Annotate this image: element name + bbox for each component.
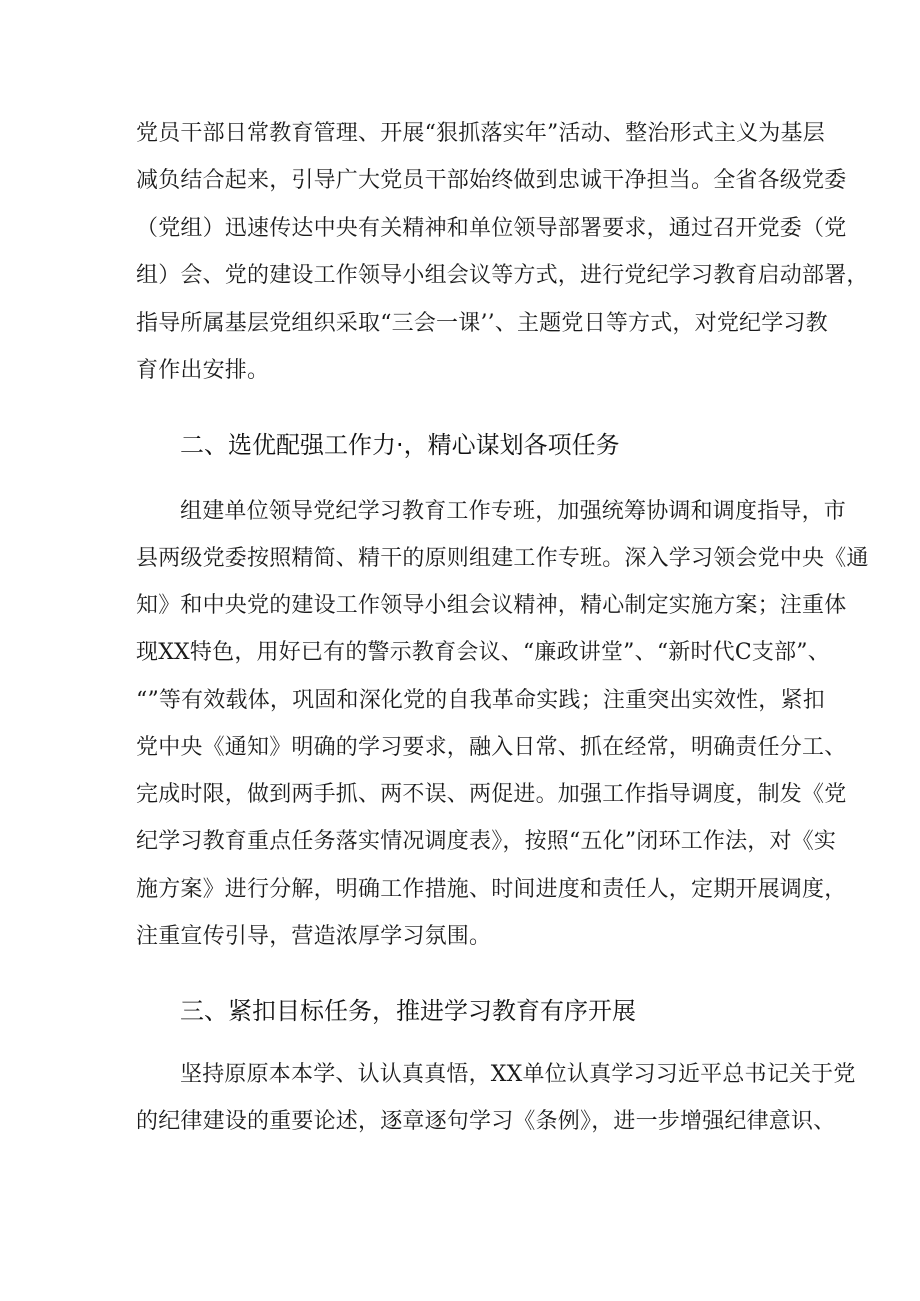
paragraph-line: 坚持原原本本学、认认真真悟，XX单位认真学习习近平总书记关于党 <box>180 1062 856 1087</box>
paragraph-line: 育作出安排。 <box>136 358 270 383</box>
paragraph-line: 减负结合起来，引导广大党员干部始终做到忠诚干净担当。全省各级党委 <box>136 168 847 193</box>
paragraph-line: 指导所属基层党组织采取“三会一课’’、主题党日等方式，对党纪学习教 <box>136 311 828 336</box>
paragraph-line: 组）会、党的建设工作领导小组会议等方式，进行党纪学习教育启动部署， <box>136 263 869 288</box>
paragraph-line: 知》和中央党的建设工作领导小组会议精神，精心制定实施方案；注重体 <box>136 593 847 618</box>
section-heading-2: 二、选优配强工作力·，精心谋划各项任务 <box>180 431 620 459</box>
paragraph-line: 组建单位领导党纪学习教育工作专班，加强统筹协调和调度指导，市 <box>180 499 847 524</box>
paragraph-line: 县两级党委按照精简、精干的原则组建工作专班。深入学习领会党中央《通 <box>136 546 869 571</box>
paragraph-line: 现XX特色，用好已有的警示教育会议、“廉政讲堂”、“新时代C支部”、 <box>136 640 830 665</box>
paragraph-line: “”等有效载体，巩固和深化党的自我革命实践；注重突出实效性，紧扣 <box>136 688 825 713</box>
paragraph-line: 党中央《通知》明确的学习要求，融入日常、抓在经常，明确责任分工、 <box>136 735 847 760</box>
paragraph-line: 党员干部日常教育管理、开展“狠抓落实年”活动、整治形式主义为基层 <box>136 121 825 146</box>
paragraph-line: 纪学习教育重点任务落实情况调度表》，按照“五化”闭环工作法，对《实 <box>136 829 837 854</box>
paragraph-line: 施方案》进行分解，明确工作措施、时间进度和责任人，定期开展调度， <box>136 877 847 902</box>
paragraph-line: 完成时限，做到两手抓、两不误、两促进。加强工作指导调度，制发《党 <box>136 782 847 807</box>
paragraph-line: （党组）迅速传达中央有关精神和单位领导部署要求，通过召开党委（党 <box>136 216 847 241</box>
section-heading-3: 三、紧扣目标任务，推进学习教育有序开展 <box>180 997 636 1025</box>
paragraph-line: 的纪律建设的重要论述，逐章逐句学习《条例》，进一步增强纪律意识、 <box>136 1109 836 1134</box>
paragraph-line: 注重宣传引导，营造浓厚学习氛围。 <box>136 924 492 949</box>
